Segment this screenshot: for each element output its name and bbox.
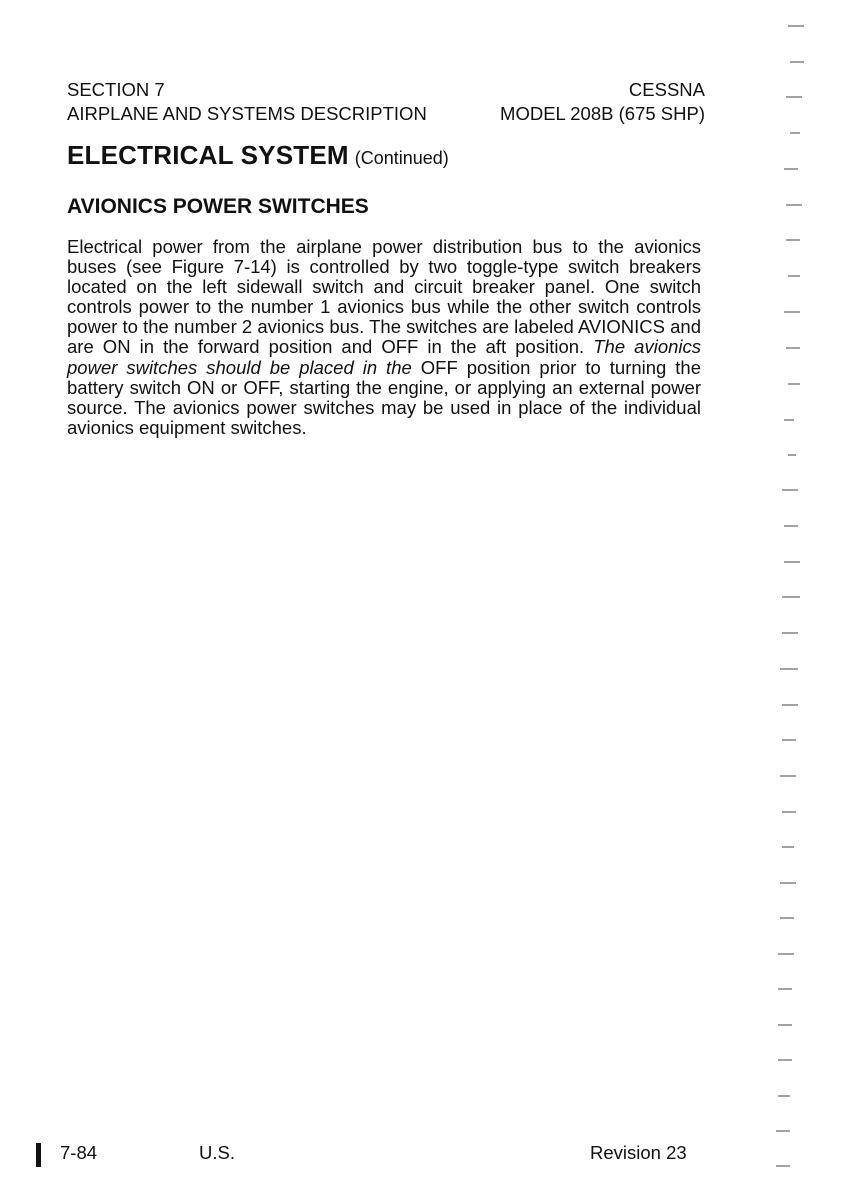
- subheading: AVIONICS POWER SWITCHES: [67, 195, 369, 218]
- edition-label: U.S.: [199, 1142, 235, 1163]
- header-line-1: [67, 79, 705, 101]
- manufacturer-name: CESSNA: [628, 79, 705, 100]
- section-title: AIRPLANE AND SYSTEMS DESCRIPTION: [67, 103, 427, 124]
- body-paragraph: [67, 237, 701, 438]
- page-number: 7-84: [60, 1142, 98, 1163]
- header-line-2: [67, 103, 705, 125]
- model-designation: MODEL 208B (675 SHP): [500, 103, 705, 124]
- page-title-suffix: (Continued): [354, 148, 449, 168]
- scan-edge-marks: [760, 0, 820, 1194]
- body-text-normal: Electrical power from the airplane power distribution bus to the avionics buses (see Figure 7-14) is controlled by two toggle-type switch breakers located on the left sidewall switch and circuit breaker panel. One switch controls power to the number 1 avionics bus while the other switch controls power to the number 2 avionics bus. The switches are labeled AVIONICS and are ON in the forward position and OFF in the aft position.: [67, 236, 701, 358]
- revision-label: Revision 23: [590, 1142, 687, 1163]
- page-title: [67, 140, 449, 171]
- revision-change-bar: [36, 1143, 41, 1167]
- body-text-continued: OFF position prior to turning the battery switch ON or OFF, starting the engine, or applying an external power source. The avionics power switches may be used in place of the individual avionics equipment switches.: [67, 356, 702, 438]
- body-text-italic: The avionics power switches should be placed in the: [67, 336, 702, 378]
- section-number: SECTION 7: [67, 79, 165, 100]
- page-title-main: ELECTRICAL SYSTEM: [67, 140, 349, 170]
